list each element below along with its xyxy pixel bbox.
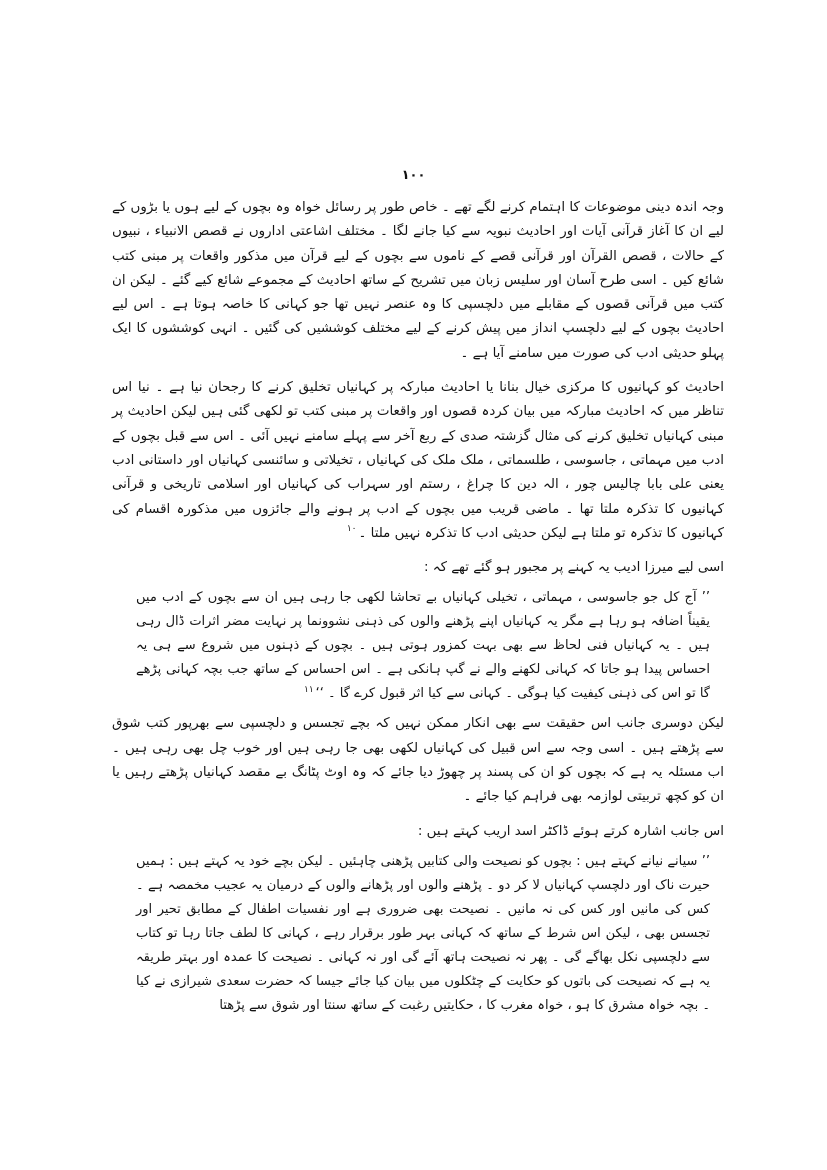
paragraph-1 — [112, 196, 724, 366]
paragraph-4-text: لیکن دوسری جانب اس حقیقت سے بھی انکار ممکن نہیں کہ بچے تجسس و دلچسپی سے بھرپور کتب شوق سے پڑھتے ہیں ۔ اسی وجہ سے اس قبیل کی کہانیاں لکھی بھی جا رہی ہیں اور خوب چل بھی رہی ہیں ۔ اب مسئلہ یہ ہے کہ بچوں کو ان کی پسند پر چھوڑ دیا جائے کہ وہ اوٹ پٹانگ بے مقصد کہانیاں پڑھتے رہیں یا ان کو کچھ تربیتی لوازمہ بھی فراہم کیا جائے ۔ — [112, 716, 724, 805]
block-quote-1 — [112, 586, 724, 706]
paragraph-5-text: اس جانب اشارہ کرتے ہوئے ڈاکٹر اسد اریب کہتے ہیں : — [417, 823, 724, 839]
footnote-marker-11: ۱۱ — [303, 685, 314, 696]
paragraph-3-text: اسی لیے میرزا ادیب یہ کہنے پر مجبور ہو گئے تھے کہ : — [423, 560, 724, 576]
footnote-marker-10: ۱۰ — [346, 524, 357, 535]
page-body — [112, 196, 724, 1024]
paragraph-2 — [112, 376, 724, 546]
block-quote-2-text: ’’ سیانے نیانے کہتے ہیں : بچوں کو نصیحت والی کتابیں پڑھنی چاہئیں ۔ لیکن بچے خود یہ کہتے ہیں : ہمیں حیرت ناک اور دلچسپ کہانیاں لا کر دو ۔ پڑھنے والوں اور پڑھانے والوں کے درمیان یہ عجیب مخمصہ ہے ۔ کس کی مانیں اور کس کی نہ مانیں ۔ نصیحت بھی ضروری ہے اور نفسیات اطفال کے مطابق تحیر اور تجسس بھی ، لیکن اس شرط کے ساتھ کہ کہانی بہر طور برقرار رہے ، کہانی کا لطف جاتا رہا تو کتاب سے دلچسپی نکل بھاگے گی ۔ پھر نہ نصیحت ہاتھ آئے گی اور نہ کہانی ۔ نصیحت کا عمدہ اور بہتر طریقہ یہ ہے کہ نصیحت کی باتوں کو حکایت کے چٹکلوں میں بیان کیا جائے جیسا کہ حضرت سعدی شیرازی نے کیا ۔ بچہ خواہ مشرق کا ہو ، خواہ مغرب کا ، حکایتیں رغبت کے ساتھ سنتا اور شوق سے پڑھتا — [136, 853, 710, 1013]
block-quote-1-text: ’’ آج کل جو جاسوسی ، مہماتی ، تخیلی کہانیاں بے تحاشا لکھی جا رہی ہیں ان سے بچوں کے ادب میں یقیناً اضافہ ہو رہا ہے مگر یہ کہانیاں اپنے پڑھنے والوں کی ذہنی نشوونما پر نہایت مضر اثرات ڈال رہی ہیں ۔ یہ کہانیاں فنی لحاظ سے بھی بہت کمزور ہوتی ہیں ۔ بچوں کے ذہنوں میں شروع سے ہی یہ احساس پیدا ہو جاتا کہ کہانی لکھنے والے نے گپ ہانکی ہے ۔ اس احساس کے ساتھ جب بچہ کہانی پڑھے گا تو اس کی ذہنی کیفیت کیا ہوگی ۔ کہانی سے کیا اثر قبول کرے گا ۔ ‘‘ — [136, 590, 710, 702]
paragraph-2-text: احادیث کو کہانیوں کا مرکزی خیال بنانا یا احادیث مبارکہ پر کہانیاں تخلیق کرنے کا رجحان نیا ہے ۔ نیا اس تناظر میں کہ احادیث مبارکہ میں بیان کردہ قصوں اور واقعات پر مبنی کتب تو لکھی گئی ہیں لیکن احادیث پر مبنی کہانیاں تخلیق کرنے کی مثال گزشتہ صدی کے ربع آخر سے پہلے سامنے نہیں آئی ۔ اس سے قبل بچوں کے ادب میں مہماتی ، جاسوسی ، طلسماتی ، ملک ملک کی کہانیاں ، تخیلاتی و سائنسی کہانیاں اور داستانی ادب یعنی علی بابا چالیس چور ، الہ دین کا چراغ ، رستم اور سہراب کی کہانیاں اور اسلامی تاریخی و قرآنی کہانیوں کا تذکرہ ملتا تھا ۔ ماضی قریب میں بچوں کے ادب پر ہونے والے جائزوں میں مذکورہ اقسام کی کہانیوں کا تذکرہ تو ملتا ہے لیکن حدیثی ادب کا تذکرہ نہیں ملتا ۔ — [112, 380, 724, 541]
paragraph-5 — [112, 820, 724, 844]
block-quote-2 — [112, 850, 724, 1018]
paragraph-3 — [112, 556, 724, 580]
paragraph-1-text: وجہ اندہ دینی موضوعات کا اہتمام کرنے لگے تھے ۔ خاص طور پر رسائل خواہ وہ بچوں کے لیے ہوں یا بڑوں کے لیے ان کا آغاز قرآنی آیات اور احادیث نبویہ سے کیا جانے لگا ۔ مختلف اشاعتی اداروں نے قصص الانبیاء ، نبیوں کے حالات ، قصص القرآن اور قرآنی قصے کے ناموں سے بچوں کے لیے قرآن میں مذکور واقعات پر مبنی کتب شائع کیں ۔ اسی طرح آسان اور سلیس زبان میں تشریح کے ساتھ احادیث کے مجموعے شائع کیے گئے ۔ لیکن ان کتب میں قرآنی قصوں کے مقابلے میں دلچسپی کا وہ عنصر نہیں تھا جو کہانی کا خاصہ ہوتا ہے ۔ اس لیے احادیث بچوں کے لیے دلچسپ انداز میں پیش کرنے کے لیے مختلف کوششیں کی گئیں ۔ انہی کوششوں کا ایک پہلو حدیثی ادب کی صورت میں سامنے آیا ہے ۔ — [112, 200, 724, 361]
page-number: ۱۰۰ — [401, 168, 426, 183]
paragraph-4 — [112, 712, 724, 809]
